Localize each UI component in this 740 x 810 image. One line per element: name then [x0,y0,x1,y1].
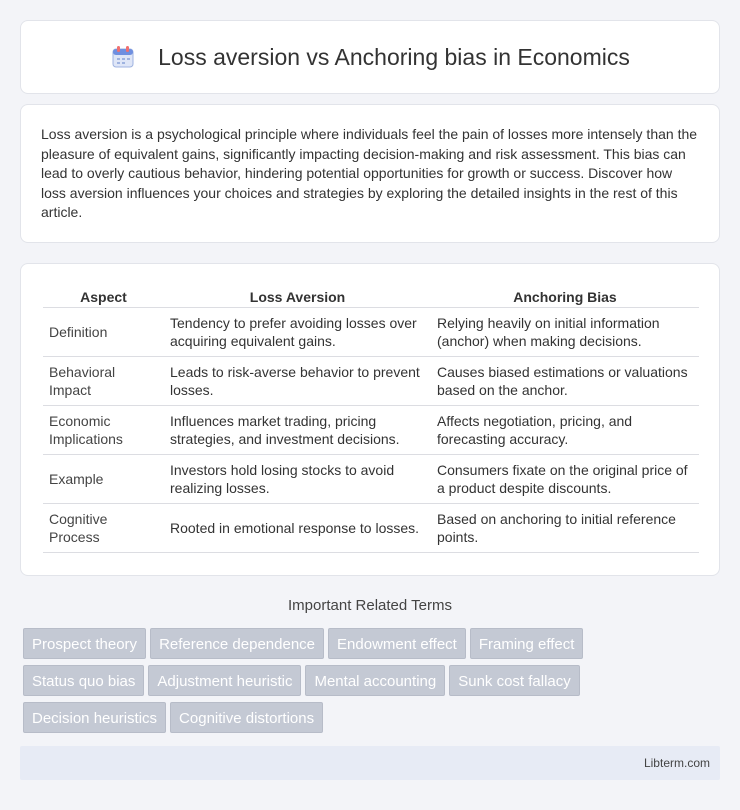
row-loss-aversion: Leads to risk-averse behavior to prevent losses. [164,357,431,406]
table-row [43,406,699,455]
row-aspect: Example [43,455,164,504]
related-terms-heading: Important Related Terms [288,597,452,614]
related-term-tag[interactable]: Cognitive distortions [170,702,323,733]
header-anchoring-bias: Anchoring Bias [431,282,699,308]
table-row [43,357,699,406]
header-loss-aversion: Loss Aversion [164,282,431,308]
related-term-tag[interactable]: Sunk cost fallacy [449,665,580,696]
related-term-tag[interactable]: Reference dependence [150,628,324,659]
footer [20,746,720,780]
row-loss-aversion: Investors hold losing stocks to avoid realizing losses. [164,455,431,504]
footer-site-link[interactable]: Libterm.com [643,756,710,770]
table-header-row [43,282,699,308]
row-anchoring-bias: Relying heavily on initial information (anchor) when making decisions. [431,308,699,357]
related-term-tag[interactable]: Decision heuristics [23,702,166,733]
related-terms-list [23,628,723,739]
row-aspect: Cognitive Process [43,504,164,553]
related-term-tag[interactable]: Endowment effect [328,628,466,659]
comparison-card [20,263,720,576]
related-term-tag[interactable]: Mental accounting [305,665,445,696]
row-anchoring-bias: Affects negotiation, pricing, and forecasting accuracy. [431,406,699,455]
page-title: Loss aversion vs Anchoring bias in Economics [158,43,630,70]
row-loss-aversion: Influences market trading, pricing strategies, and investment decisions. [164,406,431,455]
related-term-tag[interactable]: Framing effect [470,628,584,659]
row-anchoring-bias: Causes biased estimations or valuations based on the anchor. [431,357,699,406]
title-card [20,20,720,94]
comparison-table [43,282,699,553]
related-term-tag[interactable]: Adjustment heuristic [148,665,301,696]
header-aspect: Aspect [43,282,164,308]
calendar-icon [110,44,136,70]
row-aspect: Economic Implications [43,406,164,455]
intro-text: Loss aversion is a psychological principle where individuals feel the pain of losses more intensely than the pleasure of equivalent gains, significantly impacting decision-making and risk assessment. This bias can lead to overly cautious behavior, hindering potential opportunities for growth or success. Discover how loss aversion influences your choices and strategies by exploring the detailed insights in the rest of this article. [41,126,698,220]
row-aspect: Definition [43,308,164,357]
table-row [43,308,699,357]
row-aspect: Behavioral Impact [43,357,164,406]
row-loss-aversion: Rooted in emotional response to losses. [164,504,431,553]
row-anchoring-bias: Based on anchoring to initial reference points. [431,504,699,553]
related-term-tag[interactable]: Prospect theory [23,628,146,659]
row-anchoring-bias: Consumers fixate on the original price of a product despite discounts. [431,455,699,504]
intro-card [20,104,720,243]
table-row [43,455,699,504]
row-loss-aversion: Tendency to prefer avoiding losses over acquiring equivalent gains. [164,308,431,357]
related-term-tag[interactable]: Status quo bias [23,665,144,696]
table-row [43,504,699,553]
